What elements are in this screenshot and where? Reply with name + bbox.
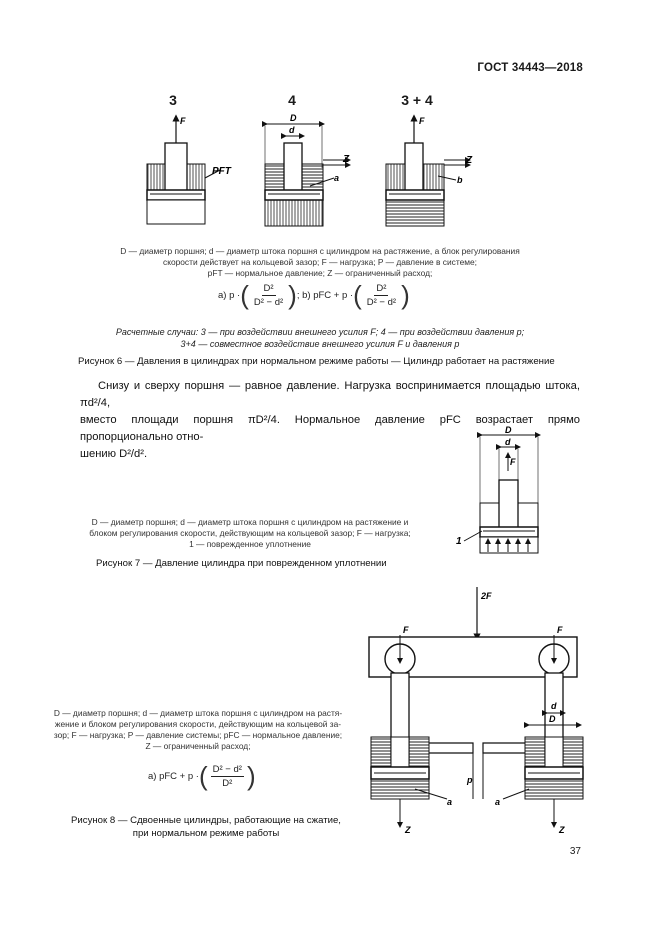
fig6-pft-label: PFT	[212, 166, 231, 177]
fig8-legend-line: жение и блоком регулирования скорости, действующим на кольцевой за-	[54, 719, 342, 729]
fig8-a-left: a	[447, 797, 453, 807]
figure8-formula: а) pFC + p · ( $\frac{\text{D² − d²}}{\text{D²}}$ )	[148, 761, 256, 791]
standard-header: ГОСТ 34443—2018	[477, 62, 583, 74]
fig6-formula-sep: ; b) pFC + p ·	[296, 289, 354, 301]
fig7-legend-line: блоком регулирования скорости, действующим на кольцевой зазор; F — нагрузка;	[89, 528, 411, 538]
fig6-case-label-4: 4	[288, 92, 296, 108]
figure6-cases	[80, 326, 560, 350]
fig8-formula-num: D² − d²	[212, 763, 242, 775]
fig8-f-right: F	[557, 625, 563, 635]
fig6-cylinder-case-3-4	[386, 116, 473, 226]
fig6-formula-b-den: D² − d²	[366, 296, 397, 308]
fig6-force-label: F	[180, 116, 186, 126]
fig8-legend-line: зор; F — нагрузка; P — давление системы; pFC — нормальное давление;	[53, 730, 343, 740]
fig8-formula-den: D²	[222, 777, 233, 789]
figure6-diagram	[120, 108, 500, 248]
fig8-legend-line: Z — ограниченный расход;	[145, 741, 251, 751]
fig6-b-label: b	[457, 175, 463, 185]
paragraph-line: Снизу и сверху поршня — равное давление. Нагрузка воспринимается площадью штока, πd²/4,	[80, 380, 580, 409]
fig8-a-right: a	[495, 797, 501, 807]
fig6-force-label-34: F	[419, 116, 425, 126]
figure8-diagram	[355, 585, 585, 840]
fig8-title-line: при нормальном режиме работы	[132, 828, 280, 839]
fig8-title-line: Рисунок 8 — Сдвоенные цилиндры, работающие на сжатие,	[71, 815, 341, 826]
fig8-legend-line: D — диаметр поршня; d — диаметр штока поршня с цилиндром на растя-	[53, 708, 343, 718]
fig6-d-big-label: D	[290, 113, 297, 123]
fig6-d-small-label: d	[289, 125, 295, 135]
fig6-formula-b-num: D²	[376, 282, 387, 294]
fig6-formula-a-num: D²	[263, 282, 274, 294]
fig8-p-label: p	[467, 775, 473, 785]
fig6-legend-line: скорости действует на кольцевой зазор; F — нагрузка; P — давление в системе;	[163, 257, 477, 267]
fig8-d-big-label: D	[549, 714, 556, 724]
fig6-legend-line: pFT — нормальное давление; Z — ограниченный расход;	[207, 268, 433, 278]
fig8-z-right: Z	[559, 825, 565, 835]
page-number: 37	[569, 846, 581, 857]
fig6-cylinder-case-3	[147, 116, 232, 224]
figure7-legend	[70, 517, 430, 550]
paragraph-line: вместо площади поршня πD²/4. Нормальное давление pFC возрастает прямо пропорционально отно-	[80, 414, 580, 443]
figure7-title: Рисунок 7 — Давление цилиндра при поврежденном уплотнении	[96, 558, 387, 569]
fig8-2f-label: 2F	[481, 591, 492, 601]
fig6-case-label-3-4: 3 + 4	[401, 92, 433, 108]
fig6-case-label-3: 3	[169, 92, 177, 108]
fig7-seal-label: 1	[456, 536, 462, 547]
fig6-case-line: Расчетные случаи: 3 — при воздействии внешнего усилия F; 4 — при воздействии давления p;	[115, 327, 525, 337]
fig7-legend-line: 1 — поврежденное уплотнение	[189, 539, 311, 549]
fig8-f-left: F	[403, 625, 409, 635]
fig7-d-big-label: D	[505, 425, 512, 435]
fig6-formula-a-den: D² − d²	[253, 296, 284, 308]
figure8-title	[56, 814, 356, 840]
fig7-force-label: F	[510, 457, 516, 467]
fig6-legend-line: D — диаметр поршня; d — диаметр штока поршня с цилиндром на растяжение, а блок регулирования	[120, 246, 520, 256]
fig8-z-left: Z	[405, 825, 411, 835]
figure7-diagram	[450, 425, 570, 555]
fig8-formula-prefix: а) pFC + p ·	[148, 770, 199, 782]
figure6-title: Рисунок 6 — Давления в цилиндрах при нормальном режиме работы — Цилиндр работает на растяжение	[78, 356, 555, 367]
fig6-formula-a-prefix: а) p ·	[218, 289, 241, 301]
paragraph-line: шению D²/d².	[80, 448, 148, 460]
figure6-legend	[80, 246, 560, 279]
fig6-case-line: 3+4 — совместное воздействие внешнего усилия F и давления p	[180, 339, 460, 349]
fig7-legend-line: D — диаметр поршня; d — диаметр штока поршня с цилиндром на растяжение и	[91, 517, 409, 527]
fig8-d-small-label: d	[551, 701, 557, 711]
figure8-legend	[40, 708, 356, 752]
fig6-z-label-4: Z	[343, 154, 350, 165]
fig6-a-label: a	[334, 173, 340, 183]
fig6-z-label-34: Z	[466, 155, 473, 166]
fig7-d-small-label: d	[505, 437, 511, 447]
fig6-cylinder-case-4	[265, 113, 350, 226]
figure6-formula: а) p · ( $\frac{\text{D²}}{\text{D² − d²}}$ ) ; b) pFC + p · ( $\frac{\text{D²}}{\text{D² − d²}}$ )	[218, 280, 410, 310]
